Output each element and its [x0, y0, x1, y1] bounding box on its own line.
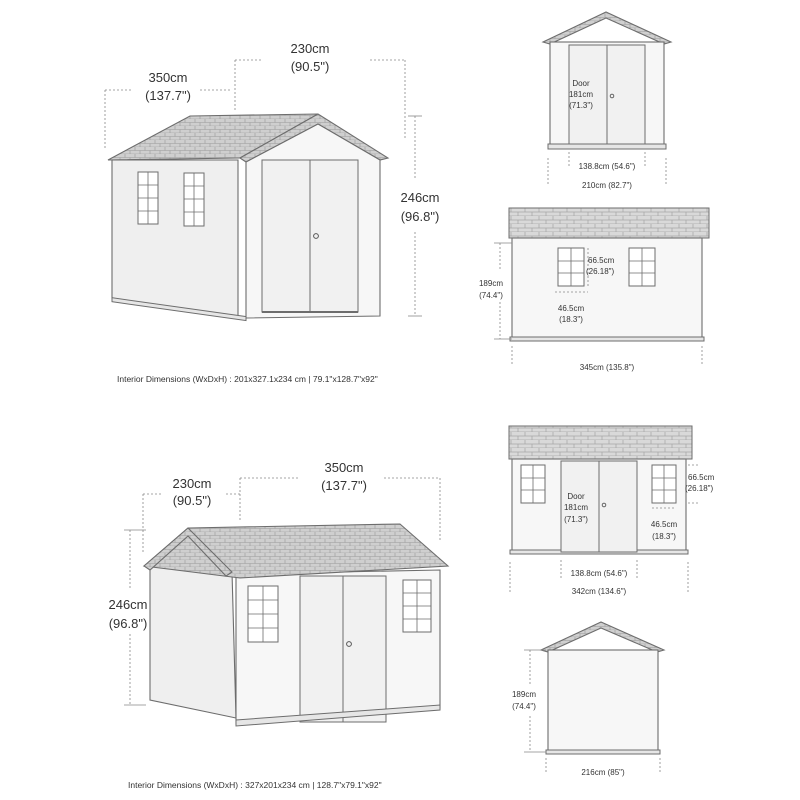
side-wall	[548, 650, 658, 752]
top-interior-dimensions: Interior Dimensions (WxDxH) : 201x327.1x234 cm | 79.1"x128.7"x92"	[117, 374, 378, 384]
front-window-right	[652, 465, 676, 503]
window-height-cm: 66.5cm	[588, 256, 615, 265]
door-height-in: (71.3")	[564, 515, 588, 524]
door-height-in: (71.3")	[569, 101, 593, 110]
top-height-in: (96.8")	[400, 209, 440, 224]
top-front-elevation	[543, 12, 671, 184]
top-perspective-shed	[108, 114, 388, 321]
bottom-perspective-shed	[144, 524, 448, 726]
bottom-front-elevation	[509, 426, 700, 592]
top-width-in: (90.5")	[290, 59, 330, 74]
side-height-cm: 189cm	[511, 690, 537, 699]
window-height-in: (26.18")	[685, 484, 714, 493]
front-total-width: 342cm (134.6")	[571, 587, 627, 596]
side-wall	[512, 238, 702, 339]
side-height-in: (74.4")	[479, 291, 503, 300]
window-height-in: (26.18")	[586, 267, 615, 276]
top-depth-in: (137.7")	[145, 88, 191, 103]
front-window-2	[403, 580, 431, 632]
front-window-left	[521, 465, 545, 503]
side-window-2	[184, 173, 204, 226]
bottom-height-cm: 246cm	[108, 597, 148, 612]
front-total-width: 210cm (82.7")	[582, 181, 632, 190]
bottom-width-in: (90.5")	[172, 493, 212, 508]
front-window-1	[248, 586, 278, 642]
bottom-height-in: (96.8")	[108, 616, 148, 631]
gable-roof	[541, 622, 664, 652]
side-height-cm: 189cm	[478, 279, 504, 288]
bottom-depth-in: (137.7")	[321, 478, 367, 493]
top-width-cm: 230cm	[290, 41, 330, 56]
side-window-2	[629, 248, 655, 286]
side-wall	[112, 160, 238, 318]
side-window-1	[138, 172, 158, 224]
side-height-in: (74.4")	[512, 702, 536, 711]
bottom-interior-dimensions: Interior Dimensions (WxDxH) : 327x201x234 cm | 128.7"x79.1"x92"	[128, 780, 382, 790]
bottom-side-elevation	[524, 622, 664, 774]
side-window-1	[558, 248, 584, 286]
side-total-width: 345cm (135.8")	[579, 363, 635, 372]
bottom-depth-cm: 350cm	[324, 460, 364, 475]
side-total-width: 216cm (85")	[581, 768, 625, 777]
window-width-cm: 46.5cm	[557, 304, 585, 313]
door-width: 138.8cm (54.6")	[578, 162, 636, 171]
window-width-in: (18.3")	[652, 532, 676, 541]
roof-edge	[509, 208, 709, 238]
window-width-in: (18.3")	[559, 315, 583, 324]
roof-edge	[509, 426, 692, 459]
top-depth-cm: 350cm	[148, 70, 188, 85]
window-height-cm: 66.5cm	[688, 473, 715, 482]
door-title: Door	[567, 492, 585, 501]
bottom-width-cm: 230cm	[172, 476, 212, 491]
top-side-elevation	[494, 208, 709, 366]
gable-roof	[543, 12, 671, 44]
door-title: Door	[572, 79, 590, 88]
top-height-cm: 246cm	[400, 190, 440, 205]
door-height-cm: 181cm	[563, 503, 589, 512]
door-width: 138.8cm (54.6")	[570, 569, 628, 578]
door-height-cm: 181cm	[568, 90, 594, 99]
window-width-cm: 46.5cm	[650, 520, 678, 529]
